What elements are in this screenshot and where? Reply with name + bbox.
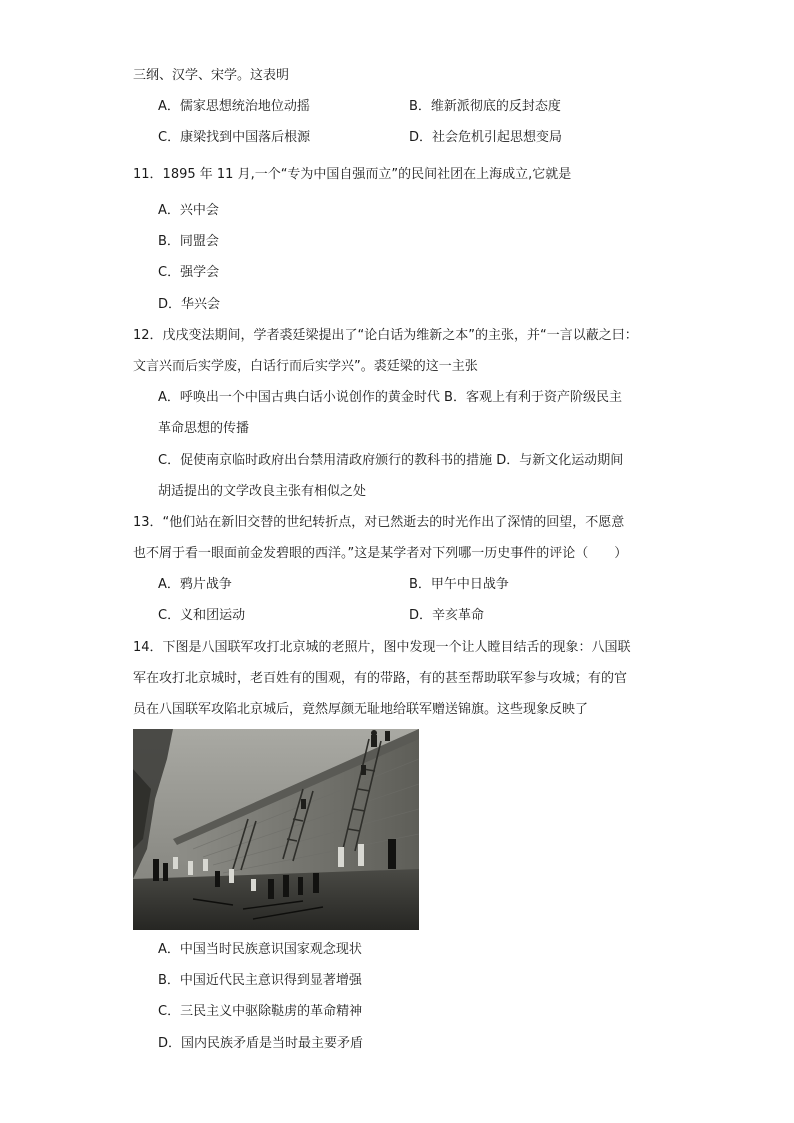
q12-option-d-continued[interactable]: 胡适提出的文学改良主张有相似之处 [158,484,367,499]
q11-option-b[interactable]: B．同盟会 [158,234,219,249]
q10-option-a[interactable]: A．儒家思想统治地位动摇 [158,99,310,114]
q13-stem-line1: 13．“他们站在新旧交替的世纪转折点，对已然逝去的时光作出了深情的回望，不愿意 [133,515,625,530]
q12-options-ab[interactable]: A．呼唤出一个中国古典白话小说创作的黄金时代 B．客观上有利于资产阶级民主 [158,390,622,405]
q14-option-b[interactable]: B．中国近代民主意识得到显著增强 [158,973,362,988]
q12-options-cd[interactable]: C．促使南京临时政府出台禁用清政府颁行的教科书的措施 D．与新文化运动期间 [158,453,624,468]
q11-option-a[interactable]: A．兴中会 [158,203,219,218]
q13-option-c[interactable]: C．义和团运动 [158,608,246,623]
q14-option-c[interactable]: C．三民主义中驱除鞑虏的革命精神 [158,1004,363,1019]
q12-stem-line1: 12．戊戌变法期间，学者裘廷梁提出了“论白话为维新之本”的主张，并“一言以蔽之曰： [133,328,638,343]
q13-option-b[interactable]: B．甲午中日战争 [409,577,509,592]
q14-stem-line2: 军在攻打北京城时，老百姓有的围观，有的带路，有的甚至帮助联军参与攻城；有的官 [133,671,628,686]
q10-option-c[interactable]: C．康梁找到中国落后根源 [158,130,311,145]
q10-option-d[interactable]: D．社会危机引起思想变局 [409,130,563,145]
q13-option-d[interactable]: D．辛亥革命 [409,608,485,623]
q10-stem-tail: 三纲、汉学、宋学。这表明 [133,68,290,83]
q11-option-c[interactable]: C．强学会 [158,265,220,280]
q12-stem-line2: 文言兴而后实学废，白话行而后实学兴”。裘廷梁的这一主张 [133,359,478,374]
q13-option-a[interactable]: A．鸦片战争 [158,577,232,592]
historical-photo [133,729,419,930]
q10-option-b[interactable]: B．维新派彻底的反封态度 [409,99,561,114]
q14-option-a[interactable]: A．中国当时民族意识国家观念现状 [158,942,362,957]
q11-stem: 11．1895 年 11 月,一个“专为中国自强而立”的民间社团在上海成立,它就是 [133,167,572,182]
q14-stem-line1: 14．下图是八国联军攻打北京城的老照片，图中发现一个让人瞠目结舌的现象：八国联 [133,640,631,655]
q14-stem-line3: 员在八国联军攻陷北京城后，竟然厚颜无耻地给联军赠送锦旗。这些现象反映了 [133,702,589,717]
q14-option-d[interactable]: D．国内民族矛盾是当时最主要矛盾 [158,1036,364,1051]
q11-option-d[interactable]: D．华兴会 [158,297,221,312]
q12-option-b-continued[interactable]: 革命思想的传播 [158,421,250,436]
q13-stem-line2: 也不屑于看一眼面前金发碧眼的西洋。”这是某学者对下列哪一历史事件的评论（ ） [133,546,628,561]
